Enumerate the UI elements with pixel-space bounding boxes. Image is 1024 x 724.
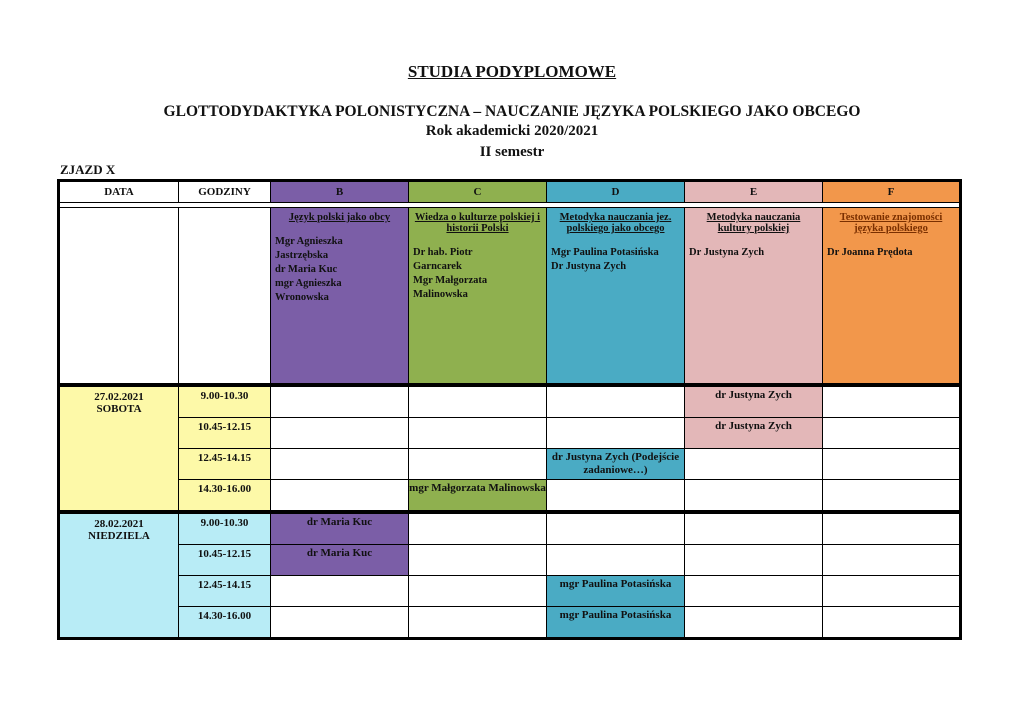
schedule-table [57, 179, 962, 640]
table-row [59, 607, 961, 639]
column-header-b: B [271, 181, 409, 203]
class-cell-e [685, 545, 823, 576]
class-cell-d [547, 514, 685, 545]
subject-title: Metodyka nauczania jez. polskiego jako obcego [559, 212, 672, 234]
time-slot: 9.00-10.30 [179, 514, 271, 545]
class-cell-d [547, 480, 685, 511]
class-cell-f [823, 607, 961, 639]
class-cell-c [409, 545, 547, 576]
session-label: ZJAZD X [60, 162, 116, 177]
subject-teachers: Mgr Agnieszka Jastrzębska dr Maria Kuc mgr Agnieszka Wronowska [275, 236, 343, 303]
class-cell-d [547, 607, 685, 639]
time-slot: 10.45-12.15 [179, 418, 271, 449]
class-cell-e [685, 607, 823, 639]
class-cell-d [547, 449, 685, 480]
class-cell-d [547, 576, 685, 607]
subject-title: Wiedza o kulturze polskiej i historii Polski [414, 212, 541, 234]
class-cell-f [823, 545, 961, 576]
table-row [59, 576, 961, 607]
class-cell-b [271, 418, 409, 449]
time-slot: 10.45-12.15 [179, 545, 271, 576]
class-cell-e [685, 449, 823, 480]
class-cell-b [271, 576, 409, 607]
subject-c [409, 208, 547, 384]
time-slot: 14.30-16.00 [179, 607, 271, 639]
class-cell-f [823, 449, 961, 480]
class-teacher: dr Justyna Zych [715, 389, 792, 401]
class-cell-b [271, 607, 409, 639]
subject-title: Testowanie znajomości języka polskiego [839, 212, 943, 234]
table-row [59, 418, 961, 449]
document-title: STUDIA PODYPLOMOWE [407, 62, 617, 81]
header-row [59, 181, 961, 203]
class-cell-d [547, 418, 685, 449]
class-cell-c [409, 480, 547, 511]
academic-year: Rok akademicki 2020/2021 [425, 123, 599, 139]
column-header-hours: GODZINY [179, 181, 271, 203]
day-name: SOBOTA [96, 403, 142, 415]
class-cell-f [823, 418, 961, 449]
class-cell-b [271, 545, 409, 576]
subject-d [547, 208, 685, 384]
table-row [59, 480, 961, 511]
class-cell-c [409, 514, 547, 545]
table-row [59, 449, 961, 480]
day-name: NIEDZIELA [88, 530, 150, 542]
column-header-date: DATA [59, 181, 179, 203]
class-cell-c [409, 607, 547, 639]
empty-cell [179, 208, 271, 384]
class-cell-f [823, 576, 961, 607]
class-teacher: dr Justyna Zych (Podejście zadaniowe…) [551, 451, 680, 476]
class-cell-b [271, 480, 409, 511]
class-cell-b [271, 514, 409, 545]
subject-b [271, 208, 409, 384]
subject-title: Metodyka nauczania kultury polskiej [706, 212, 801, 234]
class-cell-d [547, 387, 685, 418]
day-date-cell [59, 387, 179, 511]
subjects-row [59, 208, 961, 384]
class-cell-b [271, 449, 409, 480]
time-slot: 14.30-16.00 [179, 480, 271, 511]
column-header-f: F [823, 181, 961, 203]
day-date-cell [59, 514, 179, 639]
time-slot: 12.45-14.15 [179, 449, 271, 480]
semester: II semestr [479, 144, 545, 160]
column-header-d: D [547, 181, 685, 203]
day-date: 28.02.2021 [94, 518, 144, 530]
class-cell-b [271, 387, 409, 418]
table-row [59, 545, 961, 576]
column-header-c: C [409, 181, 547, 203]
class-teacher: dr Justyna Zych [715, 420, 792, 432]
table-row [59, 514, 961, 545]
class-teacher: dr Maria Kuc [306, 547, 373, 559]
subject-teachers: Dr Joanna Prędota [827, 247, 913, 258]
class-cell-f [823, 387, 961, 418]
class-teacher: dr Maria Kuc [306, 516, 373, 528]
class-cell-e [685, 480, 823, 511]
column-header-e: E [685, 181, 823, 203]
class-cell-c [409, 449, 547, 480]
time-slot: 9.00-10.30 [179, 387, 271, 418]
subject-teachers: Dr Justyna Zych [689, 247, 765, 258]
class-cell-c [409, 387, 547, 418]
class-cell-c [409, 576, 547, 607]
class-cell-f [823, 514, 961, 545]
program-name: GLOTTODYDAKTYKA POLONISTYCZNA – NAUCZANIE JĘZYKA POLSKIEGO JAKO OBCEGO [163, 103, 861, 120]
subject-title: Język polski jako obcy [288, 212, 391, 223]
class-cell-d [547, 545, 685, 576]
empty-cell [59, 208, 179, 384]
subject-teachers: Dr hab. Piotr Garncarek Mgr Małgorzata Malinowska [413, 247, 488, 300]
time-slot: 12.45-14.15 [179, 576, 271, 607]
day-date: 27.02.2021 [94, 391, 144, 403]
class-cell-c [409, 418, 547, 449]
class-teacher: mgr Małgorzata Malinowska [409, 482, 546, 494]
class-cell-e [685, 418, 823, 449]
subject-e [685, 208, 823, 384]
class-teacher: mgr Paulina Potasińska [559, 609, 672, 621]
class-cell-e [685, 576, 823, 607]
class-cell-f [823, 480, 961, 511]
subject-teachers: Mgr Paulina Potasińska Dr Justyna Zych [551, 247, 659, 272]
class-teacher: mgr Paulina Potasińska [559, 578, 672, 590]
subject-f [823, 208, 961, 384]
table-row [59, 387, 961, 418]
class-cell-e [685, 387, 823, 418]
class-cell-e [685, 514, 823, 545]
